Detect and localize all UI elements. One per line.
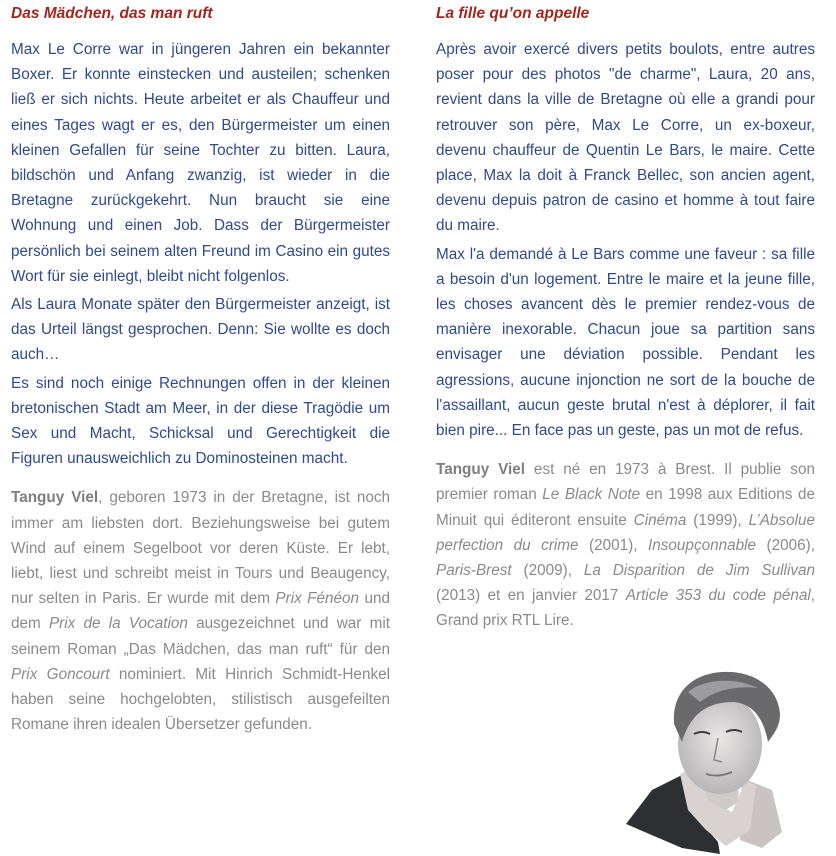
french-title: La fille qu’on appelle (436, 5, 590, 22)
book-title: La Disparition de Jim Sullivan (583, 562, 816, 580)
german-title: Das Mädchen, das man ruft (11, 5, 213, 22)
german-paragraph-3: Es sind noch einige Rechnungen offen in der kleinen bretonischen Stadt am Meer, in der diese Tragödie um Sex und Macht, Schicksal und Gerechtigkeit die Figuren unausweichlich zu Dominosteinen macht. (11, 374, 390, 468)
german-paragraph-2: Als Laura Monate später den Bürgermeister anzeigt, ist das Urteil längst gesprochen. Denn: Sie wollte es doch auch… (11, 296, 390, 364)
prize-name: Prix de la Vocation (48, 615, 188, 633)
author-name: Tanguy Viel (436, 461, 526, 479)
book-title: Paris-Brest (436, 562, 512, 580)
prize-name: Prix Fénéon (275, 590, 360, 608)
french-author-bio: Tanguy Viel est né en 1973 à Brest. Il publie son premier roman Le Black Note en 1998 aux Editions de Minuit qui éditeront ensuite Cinéma (1999), L’Absolue perfection du crime (2001), Insoupçonnable (2006), Paris-Brest (2009), La Disparition de Jim Sullivan (2013) et en janvier 2017 Article 353 du code pénal, Grand prix RTL Lire. (436, 461, 816, 630)
french-paragraph-1: Après avoir exercé divers petits boulots, entre autres poser pour des photos "de charme", Laura, 20 ans, revient dans la ville de Bretagne où elle a grandi pour retrouver son père, Max Le Corre, un ex-boxeur, devenu chauffeur de Quentin Le Bars, le maire. Cette place, Max la doit à Franck Bellec, son ancien agent, devenu depuis patron de casino et homme à tout faire du maire. (436, 41, 815, 235)
book-title: Cinéma (633, 511, 687, 529)
french-paragraph-2: Max l'a demandé à Le Bars comme une faveur : sa fille a besoin d'un logement. Entre le maire et la jeune fille, les choses avancent dès le premier rendez-vous de manière inexorable. Chacun joue sa partition sans envisager une déviation possible. Pendant les agressions, aucune injonction ne sort de la bouche de l'assaillant, aucun geste brutal n'est à déplorer, il fait bien pire... En face pas un geste, pas un mot de refus. (436, 245, 815, 440)
author-name: Tanguy Viel (11, 489, 99, 507)
book-title: Le Black Note (542, 486, 641, 504)
french-column (436, 0, 815, 634)
book-title: Insoupçonnable (648, 536, 757, 554)
german-author-bio: Tanguy Viel, geboren 1973 in der Bretagne, ist noch immer am liebsten dort. Beziehungsweise bei gutem Wind auf einem Segelboot vor deren Küste. Er lebt, liebt, liest und schreibt meist in Tours und Beaugency, nur selten in Paris. Er wurde mit dem Prix Fénéon und dem Prix de la Vocation ausgezeichnet und war mit seinem Roman „Das Mädchen, das man ruft“ für den Prix Goncourt nominiert. Mit Hinrich Schmidt-Henkel haben seine hochgelobten, stilistisch ausgefeilten Romane ihren idealen Übersetzer gefunden. (11, 489, 391, 734)
book-title: L’Absolue perfection du crime (436, 511, 815, 554)
german-paragraph-1: Max Le Corre war in jüngeren Jahren ein bekannter Boxer. Er konnte einstecken und austeilen; schenken ließ er sich nichts. Heute arbeitet er als Chauffeur und eines Tages wagt er es, den Bürgermeister um einen kleinen Gefallen für seine Tochter zu bitten. Laura, bildschön und Anfang zwanzig, ist wieder in die Bretagne zurückgekehrt. Nun braucht sie eine Wohnung und einen Job. Dass der Bürgermeister persönlich bei seinem alten Freund im Casino ein gutes Wort für sie einlegt, bleibt nicht folgenlos. (11, 41, 390, 285)
prize-name: Prix Goncourt (11, 665, 110, 683)
book-title: Article 353 du code pénal (625, 587, 811, 605)
german-column (11, 0, 390, 737)
author-portrait (622, 662, 818, 854)
